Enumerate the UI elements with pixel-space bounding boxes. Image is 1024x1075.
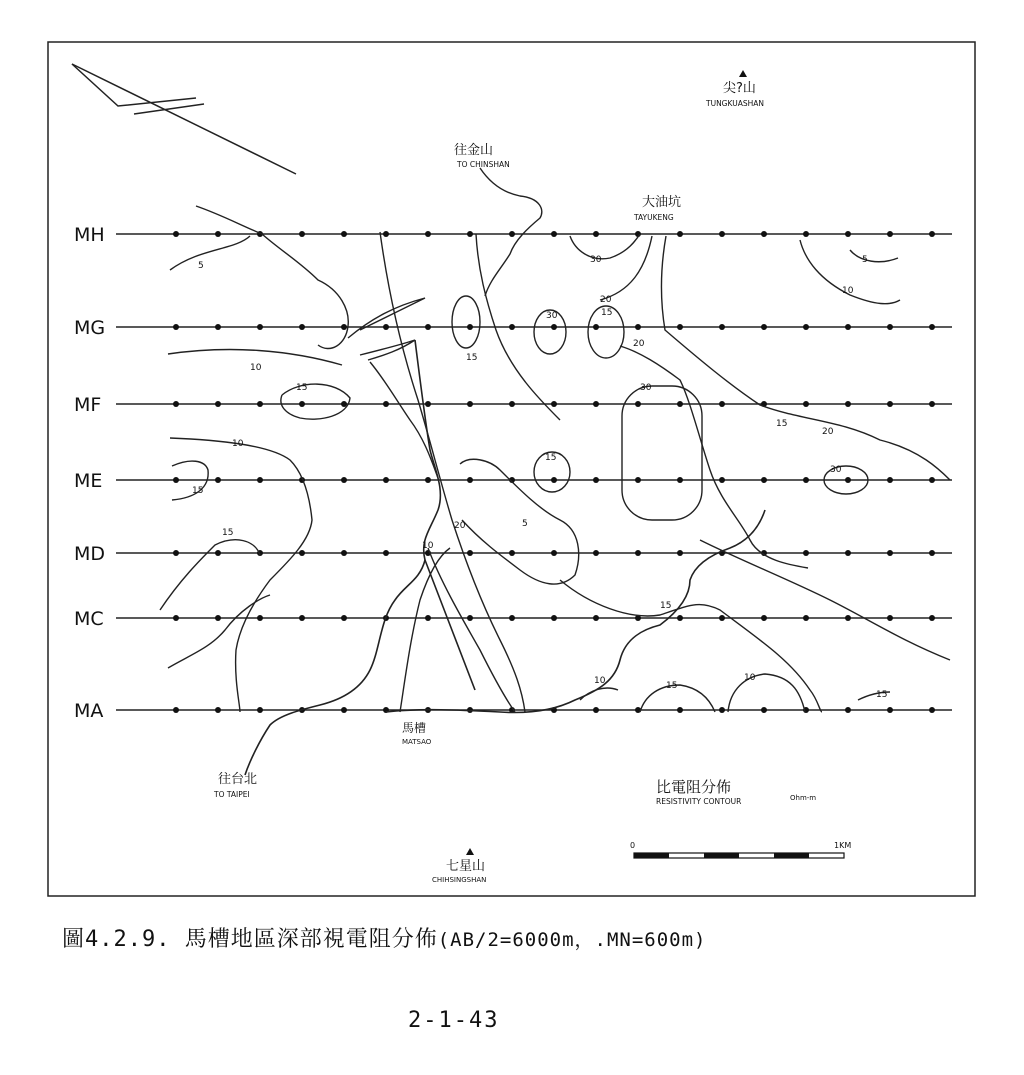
contour-value-label: 20 [822,427,834,437]
survey-line-label: MF [74,394,102,416]
station-dot [173,615,179,621]
station-dot [887,707,893,713]
contour-line [728,674,805,712]
station-dot [551,477,557,483]
place-label-tayukeng-zh: 大油坑 [642,195,682,210]
station-dot [635,477,641,483]
station-dot [551,550,557,556]
survey-line-label: ME [74,470,103,492]
contour-value-label: 30 [830,465,842,475]
station-dot [803,550,809,556]
station-dot [761,615,767,621]
station-dot [677,707,683,713]
station-dot [383,477,389,483]
contour-line [580,688,618,700]
contour-line [640,685,715,712]
station-dot [257,324,263,330]
station-dot [929,401,935,407]
station-dot [593,477,599,483]
figure-caption-params: (AB/2=6000m，.MN=600m) [437,929,707,951]
place-markers [213,70,764,884]
survey-line-me [74,470,952,492]
station-dot [677,550,683,556]
station-dot [677,231,683,237]
peak-icon [466,848,474,855]
station-dot [215,324,221,330]
scale-end-label: 1KM [834,841,852,850]
station-dot [425,231,431,237]
contour-value-label: 15 [192,486,204,496]
survey-line-label: MC [74,608,104,630]
station-dot [593,707,599,713]
figure-caption [62,922,707,953]
station-dot [509,615,515,621]
station-dot [719,615,725,621]
legend-title-en: RESISTIVITY CONTOUR [656,797,742,806]
place-label-to-chinshan-en: TO CHINSHAN [457,160,510,169]
station-dot [425,477,431,483]
station-dot [173,231,179,237]
station-dot [467,477,473,483]
contour-value-label: 15 [296,383,308,393]
station-dot [341,401,347,407]
station-dot [299,615,305,621]
station-dot [341,231,347,237]
place-label-tayukeng-en: TAYUKENG [634,213,674,222]
station-dot [173,324,179,330]
place-label-matsao-en: MATSAO [402,738,432,746]
station-dot [383,324,389,330]
station-dot [677,615,683,621]
station-dot [929,615,935,621]
station-dot [677,324,683,330]
station-dot [803,401,809,407]
contour-value-label: 30 [640,383,652,393]
station-dot [173,401,179,407]
station-dot [341,324,347,330]
station-dot [257,615,263,621]
station-dot [425,615,431,621]
station-dot [509,401,515,407]
peak-icon [739,70,747,77]
station-dot [929,707,935,713]
station-dot [845,231,851,237]
contour-value-label: 15 [601,308,613,318]
contour-value-label: 5 [198,261,204,271]
figure-caption-main: 圖4.2.9. 馬槽地區深部視電阻分佈 [62,927,438,952]
contour-value-label: 5 [522,519,528,529]
station-dot [593,231,599,237]
contour-line [700,540,950,660]
station-dot [887,324,893,330]
contour-line [360,340,415,360]
station-dot [845,477,851,483]
station-dot [719,401,725,407]
station-dot [845,550,851,556]
contour-line [661,236,950,480]
contour-value-label: 15 [666,681,678,691]
station-dot [341,615,347,621]
survey-line-mg [74,317,952,339]
survey-line-mc [74,608,952,630]
contour-value-label: 20 [454,521,466,531]
contour-value-label: 15 [466,353,478,363]
station-dot [425,401,431,407]
station-dot [341,707,347,713]
station-dot [845,401,851,407]
station-dot [551,401,557,407]
contour-line [168,595,270,668]
station-dot [215,401,221,407]
place-label-to-taipei-zh: 往台北 [218,772,258,787]
station-dot [383,231,389,237]
contour-line [570,234,640,259]
contour-line [281,384,350,419]
station-dot [215,615,221,621]
station-dot [635,324,641,330]
contour-value-label: 10 [250,363,262,373]
survey-line-label: MA [74,700,104,722]
resistivity-contours [160,168,950,712]
station-dot [719,707,725,713]
station-dot [173,477,179,483]
contour-line [600,236,652,300]
contour-line [170,438,312,712]
station-dot [467,615,473,621]
north-arrow-icon [72,64,296,174]
station-dot [551,231,557,237]
station-dot [803,324,809,330]
contour-line [620,346,808,568]
station-dot [215,707,221,713]
survey-line-label: MG [74,317,106,339]
station-dot [593,324,599,330]
contour-value-label: 10 [422,541,434,551]
station-dot [383,550,389,556]
contour-value-label: 10 [594,676,606,686]
scale-start-label: 0 [630,841,636,850]
station-dot [761,324,767,330]
station-dot [845,615,851,621]
survey-line-label: MH [74,224,105,246]
station-dot [677,477,683,483]
page-number: 2-1-43 [408,1008,500,1033]
place-label-tungkuashan-en: TUNGKUASHAN [706,99,764,108]
survey-line-mh [74,224,952,246]
station-dot [383,401,389,407]
station-dot [467,324,473,330]
station-dot [761,231,767,237]
contour-line [428,548,515,712]
survey-line-mf [74,394,952,416]
contour-line [380,232,525,712]
contour-value-label: 15 [876,690,888,700]
station-dot [467,550,473,556]
station-dot [803,231,809,237]
station-dot [719,324,725,330]
station-dot [635,401,641,407]
station-dot [299,401,305,407]
contour-value-label: 15 [545,453,557,463]
station-dot [887,231,893,237]
station-dot [341,550,347,556]
contour-value-label: 30 [590,255,602,265]
station-dot [299,324,305,330]
contour-value-label: 30 [546,311,558,321]
station-dot [173,550,179,556]
contour-line [170,236,250,270]
station-dot [593,401,599,407]
station-dot [551,615,557,621]
station-dot [299,231,305,237]
station-dot [467,231,473,237]
place-label-chihsingshan-zh: 七星山 [446,859,486,874]
station-dot [215,477,221,483]
station-dot [635,550,641,556]
station-dot [551,324,557,330]
scale-bar [634,853,844,858]
contour-labels [192,255,887,700]
station-dot [887,401,893,407]
station-dot [173,707,179,713]
station-dot [509,324,515,330]
contour-value-label: 20 [633,339,645,349]
contour-line [348,298,425,338]
place-label-matsao-zh: 馬槽 [402,721,427,735]
contour-value-label: 10 [842,286,854,296]
station-dot [719,231,725,237]
contour-value-label: 5 [862,255,868,265]
station-dot [593,615,599,621]
station-dot [887,615,893,621]
station-dot [803,477,809,483]
place-label-to-chinshan-zh: 往金山 [454,143,494,158]
station-dot [887,477,893,483]
legend-title-zh: 比電阻分佈 [656,778,732,796]
legend [630,778,851,858]
place-label-chihsingshan-en: CHIHSINGSHAN [432,876,487,884]
station-dot [257,707,263,713]
station-dot [677,401,683,407]
contour-value-label: 10 [232,439,244,449]
station-dot [887,550,893,556]
station-dot [761,707,767,713]
station-dot [929,231,935,237]
station-dot [719,477,725,483]
legend-unit: Ohm-m [790,794,817,802]
contour-line [850,250,898,262]
station-dot [929,477,935,483]
contour-value-label: 15 [222,528,234,538]
station-dot [341,477,347,483]
station-dot [593,550,599,556]
station-dot [425,324,431,330]
contour-value-label: 15 [776,419,788,429]
contour-line [370,362,438,478]
contour-line [452,296,480,348]
station-dot [257,401,263,407]
station-dot [761,477,767,483]
station-dot [929,550,935,556]
station-dot [467,401,473,407]
station-dot [509,550,515,556]
station-dot [845,324,851,330]
contour-value-label: 10 [744,673,756,683]
contour-line [460,459,579,584]
survey-line-label: MD [74,543,106,565]
station-dot [509,231,515,237]
station-dot [257,477,263,483]
contour-value-label: 20 [600,295,612,305]
station-dot [299,550,305,556]
station-dot [215,231,221,237]
place-label-tungkuashan-zh: 尖?山 [723,81,756,96]
contour-value-label: 15 [660,601,672,611]
station-dot [845,707,851,713]
station-dot [803,615,809,621]
contour-line [400,548,450,712]
contour-line [560,580,822,712]
place-label-to-taipei-en: TO TAIPEI [214,790,250,799]
station-dot [215,550,221,556]
station-dot [929,324,935,330]
